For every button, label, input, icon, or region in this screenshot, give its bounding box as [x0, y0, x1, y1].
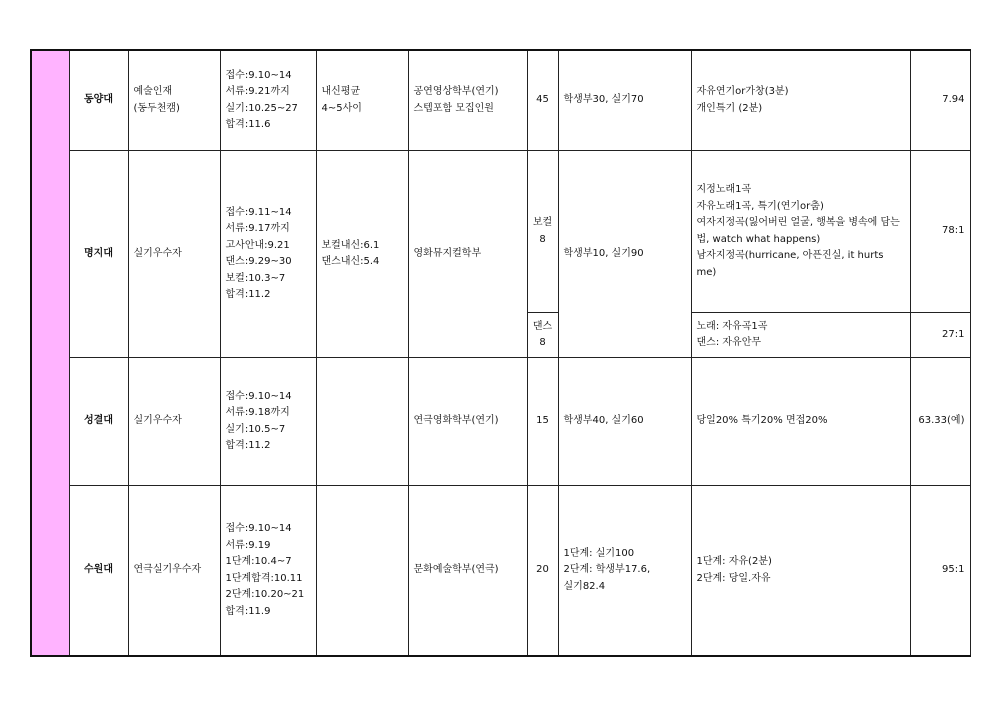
score-ratio: 1단계: 실기100 2단계: 학생부17.6, 실기82.4: [558, 486, 691, 657]
grade-average: 보컬내신:6.1 댄스내신:5.4: [316, 151, 408, 358]
exam-content: 노래: 자유곡1곡 댄스: 자유안무: [691, 313, 910, 358]
exam-content: 자유연기or가창(3분) 개인특기 (2분): [691, 50, 910, 151]
score-ratio: 학생부30, 실기70: [558, 50, 691, 151]
exam-content: 지정노래1곡 자유노래1곡, 특기(연기or춤) 여자지정곡(잃어버린 얼굴, 행복을 병속에 담는법, watch what happens) 남자지정곡(hurricane, 아픈진실, it hurts me): [691, 151, 910, 313]
competition-rate: 27:1: [910, 313, 970, 358]
score-ratio: 학생부10, 실기90: [558, 151, 691, 358]
competition-rate: 7.94: [910, 50, 970, 151]
admission-type: 연극실기우수자: [128, 486, 220, 657]
admission-type: 실기우수자: [128, 151, 220, 358]
quota: 댄스8: [527, 313, 558, 358]
table-row: [31, 151, 970, 313]
score-ratio: 학생부40, 실기60: [558, 358, 691, 486]
exam-content: 1단계: 자유(2분) 2단계: 당일.자유: [691, 486, 910, 657]
side-color-bar: [31, 50, 69, 656]
department: 공연영상학부(연기) 스텝포함 모집인원: [408, 50, 527, 151]
admission-type: 실기우수자: [128, 358, 220, 486]
competition-rate: 78:1: [910, 151, 970, 313]
schedule: 접수:9.11~14 서류:9.17까지 고사안내:9.21 댄스:9.29~30 보컬:10.3~7 합격:11.2: [220, 151, 316, 358]
quota: 보컬8: [527, 151, 558, 313]
grade-average: 내신평균 4~5사이: [316, 50, 408, 151]
schedule: 접수:9.10~14 서류:9.18까지 실기:10.5~7 합격:11.2: [220, 358, 316, 486]
grade-average: [316, 358, 408, 486]
department: 연극영화학부(연기): [408, 358, 527, 486]
department: 문화예술학부(연극): [408, 486, 527, 657]
quota: 45: [527, 50, 558, 151]
quota: 15: [527, 358, 558, 486]
university-name: 성결대: [69, 358, 128, 486]
exam-content: 당일20% 특기20% 면접20%: [691, 358, 910, 486]
competition-rate: 95:1: [910, 486, 970, 657]
table-row: [31, 50, 970, 151]
schedule: 접수:9.10~14 서류:9.19 1단계:10.4~7 1단계합격:10.11 2단계:10.20~21 합격:11.9: [220, 486, 316, 657]
university-name: 동양대: [69, 50, 128, 151]
university-name: 수원대: [69, 486, 128, 657]
table-row: [31, 486, 970, 657]
competition-rate: 63.33(예): [910, 358, 970, 486]
department: 영화뮤지컬학부: [408, 151, 527, 358]
schedule: 접수:9.10~14 서류:9.21까지 실기:10.25~27 합격:11.6: [220, 50, 316, 151]
quota: 20: [527, 486, 558, 657]
grade-average: [316, 486, 408, 657]
admission-type: 예술인재 (동두천캠): [128, 50, 220, 151]
university-name: 명지대: [69, 151, 128, 358]
admissions-table: [30, 49, 971, 657]
table-row: [31, 358, 970, 486]
